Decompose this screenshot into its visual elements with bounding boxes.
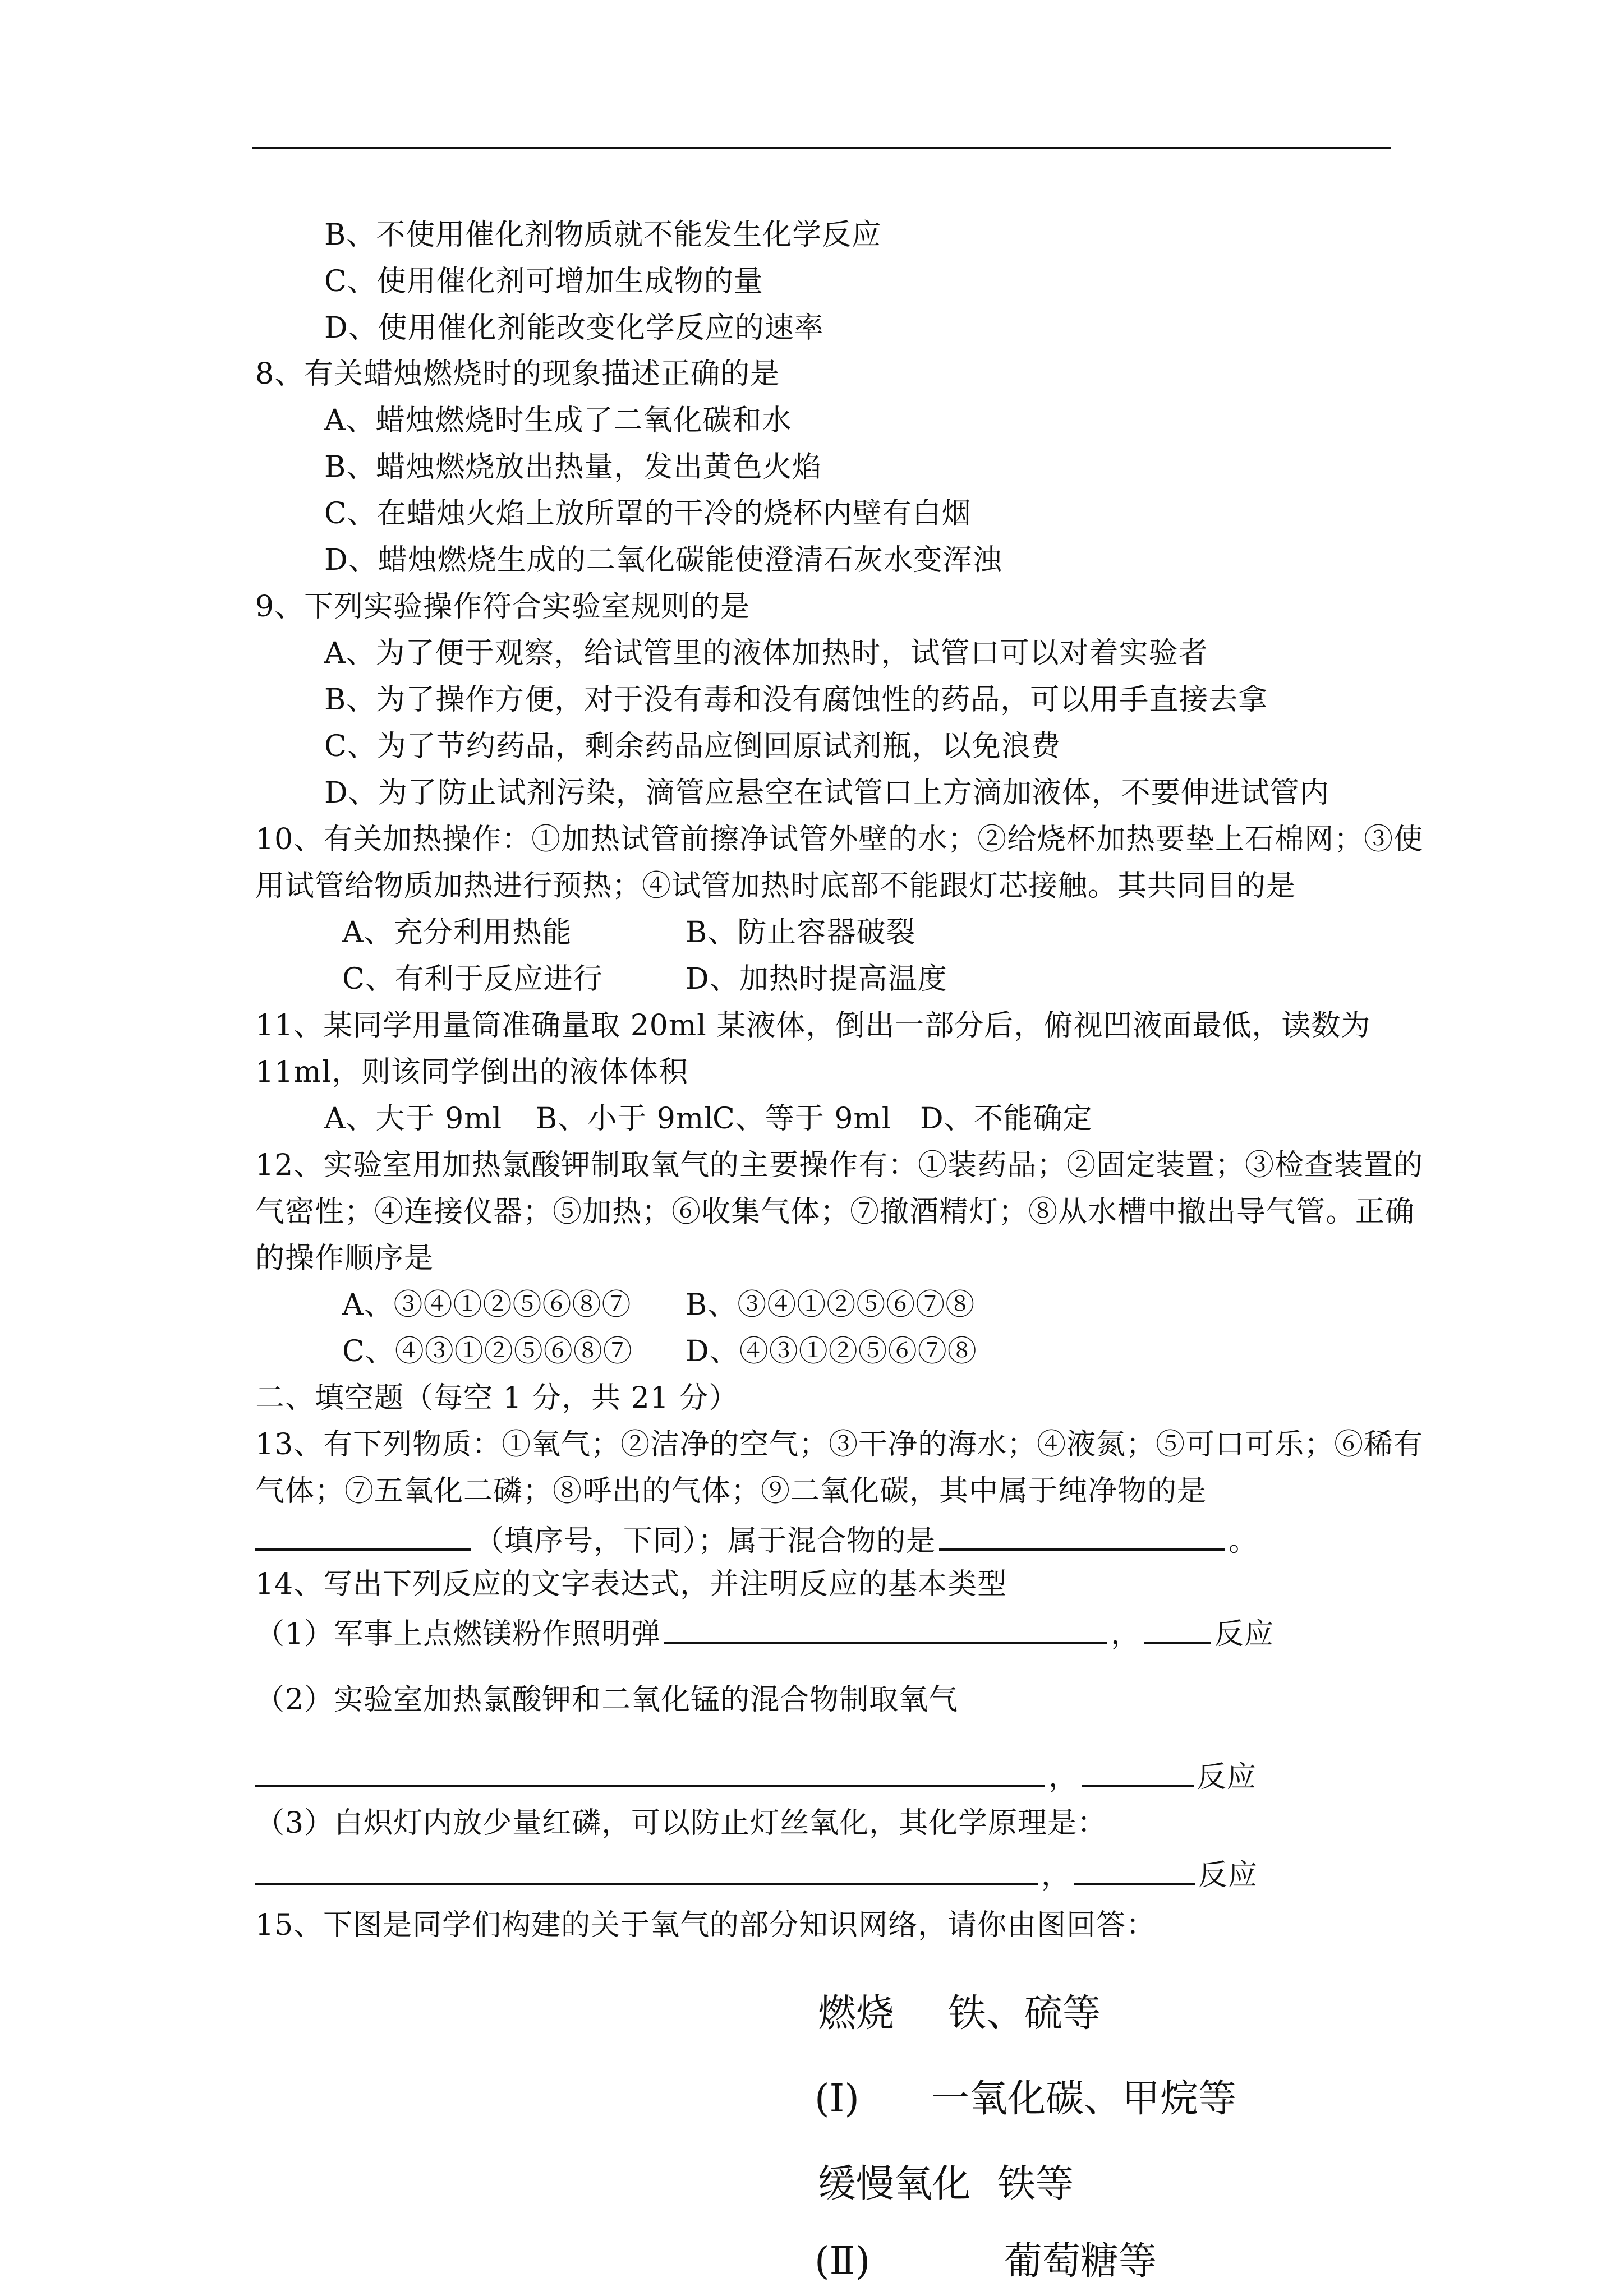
- q12-option-c: C、④③①②⑤⑥⑧⑦: [342, 1335, 633, 1368]
- q14-part1-text: （1）军事上点燃镁粉作照明弹: [255, 1617, 661, 1651]
- q12-stem-line2: 气密性；④连接仪器；⑤加热；⑥收集气体；⑦撤酒精灯；⑧从水槽中撤出导气管。正确: [255, 1195, 1415, 1229]
- q9-option-b: B、为了操作方便，对于没有毒和没有腐蚀性的药品，可以用手直接去拿: [324, 683, 1268, 717]
- q14-part3-type-word: 反应: [1198, 1859, 1258, 1892]
- q12-option-a: A、③④①②⑤⑥⑧⑦: [342, 1288, 632, 1322]
- q14-part1-type-word: 反应: [1214, 1617, 1275, 1651]
- network-node-slow-oxidation: 缓慢氧化: [818, 2162, 971, 2206]
- q13-fill-end: 。: [1229, 1524, 1259, 1558]
- q13-line1: 13、有下列物质：①氧气；②洁净的空气；③干净的海水；④液氮；⑤可口可乐；⑥稀有: [255, 1428, 1424, 1461]
- q12-option-b: B、③④①②⑤⑥⑦⑧: [686, 1288, 976, 1322]
- q14-part3-comma: ，: [1041, 1859, 1071, 1892]
- q15-stem: 15、下图是同学们构建的关于氧气的部分知识网络，请你由图回答：: [255, 1908, 1156, 1942]
- q8-option-a: A、蜡烛燃烧时生成了二氧化碳和水: [324, 404, 792, 437]
- network-node-blank-2: (Ⅱ): [815, 2239, 871, 2284]
- q9-stem: 9、下列实验操作符合实验室规则的是: [255, 590, 751, 624]
- q14-part2-answer: [255, 1755, 1257, 1796]
- q14-part1-comma: ，: [1111, 1617, 1141, 1651]
- q14-part2-type-word: 反应: [1197, 1760, 1257, 1794]
- q9-option-d: D、为了防止试剂污染，滴管应悬空在试管口上方滴加液体，不要伸进试管内: [324, 776, 1329, 810]
- q10-stem-line2: 用试管给物质加热进行预热；④试管加热时底部不能跟灯芯接触。其共同目的是: [255, 869, 1296, 903]
- q13-fill-mid: （填序号，下同）；属于混合物的是: [475, 1524, 936, 1558]
- section-title-fill-in: 二、填空题（每空 1 分，共 21 分）: [255, 1381, 739, 1415]
- network-examples-blank-1: 一氧化碳、甲烷等: [931, 2077, 1237, 2121]
- network-examples-slow-oxidation: 铁等: [997, 2162, 1074, 2206]
- network-examples-combustion: 铁、硫等: [948, 1991, 1101, 2036]
- q14-part1: [255, 1612, 1274, 1653]
- q10-stem-line1: 10、有关加热操作：①加热试管前擦净试管外壁的水；②给烧杯加热要垫上石棉网；③使: [255, 823, 1424, 856]
- q11-option-d: D、不能确定: [920, 1102, 1093, 1136]
- network-node-blank-1: (Ⅰ): [815, 2077, 859, 2121]
- network-node-combustion: 燃烧: [818, 1991, 895, 2036]
- q14-part3-answer: [255, 1854, 1258, 1894]
- q10-option-a: A、充分利用热能: [342, 916, 572, 949]
- q13-line2: 气体；⑦五氧化二磷；⑧呼出的气体；⑨二氧化碳，其中属于纯净物的是: [255, 1474, 1207, 1508]
- q7-option-d: D、使用催化剂能改变化学反应的速率: [324, 311, 824, 345]
- q14-part1-blank-type[interactable]: [1144, 1612, 1211, 1644]
- q14-part2-text: （2）实验室加热氯酸钾和二氧化锰的混合物制取氧气: [255, 1683, 959, 1717]
- q7-option-c: C、使用催化剂可增加生成物的量: [324, 265, 763, 298]
- q14-part3-blank-expression[interactable]: [255, 1854, 1038, 1885]
- q7-option-b: B、不使用催化剂物质就不能发生化学反应: [324, 218, 882, 252]
- q8-option-d: D、蜡烛燃烧生成的二氧化碳能使澄清石灰水变浑浊: [324, 543, 1002, 577]
- q8-option-c: C、在蜡烛火焰上放所罩的干冷的烧杯内壁有白烟: [324, 497, 972, 531]
- q14-part2-comma: ，: [1048, 1760, 1079, 1794]
- q12-option-d: D、④③①②⑤⑥⑦⑧: [686, 1335, 977, 1368]
- q11-stem-line2: 11ml，则该同学倒出的液体体积: [255, 1055, 689, 1089]
- q12-stem-line1: 12、实验室用加热氯酸钾制取氧气的主要操作有：①装药品；②固定装置；③检查装置的: [255, 1149, 1424, 1182]
- q14-part1-blank-expression[interactable]: [664, 1612, 1107, 1644]
- q14-part3-text: （3）白炽灯内放少量红磷，可以防止灯丝氧化，其化学原理是：: [255, 1806, 1107, 1840]
- q14-part3-blank-type[interactable]: [1074, 1854, 1195, 1885]
- network-examples-blank-2: 葡萄糖等: [1004, 2239, 1157, 2284]
- q13-blank-mixture[interactable]: [939, 1519, 1225, 1551]
- q11-option-a: A、大于 9ml: [324, 1102, 503, 1136]
- q10-option-c: C、有利于反应进行: [342, 962, 603, 996]
- q9-option-a: A、为了便于观察，给试管里的液体加热时，试管口可以对着实验者: [324, 637, 1208, 670]
- q13-blank-pure[interactable]: [255, 1519, 471, 1551]
- q12-stem-line3: 的操作顺序是: [255, 1242, 434, 1275]
- q13-fill-line: [255, 1519, 1258, 1560]
- q14-stem: 14、写出下列反应的文字表达式，并注明反应的基本类型: [255, 1567, 1007, 1601]
- q8-option-b: B、蜡烛燃烧放出热量，发出黄色火焰: [324, 450, 822, 484]
- header-rule: [252, 147, 1391, 149]
- q11-option-b: B、小于 9ml: [536, 1102, 714, 1136]
- q8-stem: 8、有关蜡烛燃烧时的现象描述正确的是: [255, 357, 780, 391]
- q10-option-b: B、防止容器破裂: [686, 916, 916, 949]
- q11-stem-line1: 11、某同学用量筒准确量取 20ml 某液体，倒出一部分后，俯视凹液面最低，读数为: [255, 1009, 1371, 1043]
- q10-option-d: D、加热时提高温度: [686, 962, 947, 996]
- q14-part2-blank-expression[interactable]: [255, 1755, 1045, 1787]
- q9-option-c: C、为了节约药品，剩余药品应倒回原试剂瓶，以免浪费: [324, 730, 1061, 763]
- q14-part2-blank-type[interactable]: [1082, 1755, 1194, 1787]
- q11-option-c: C、等于 9ml: [712, 1102, 892, 1136]
